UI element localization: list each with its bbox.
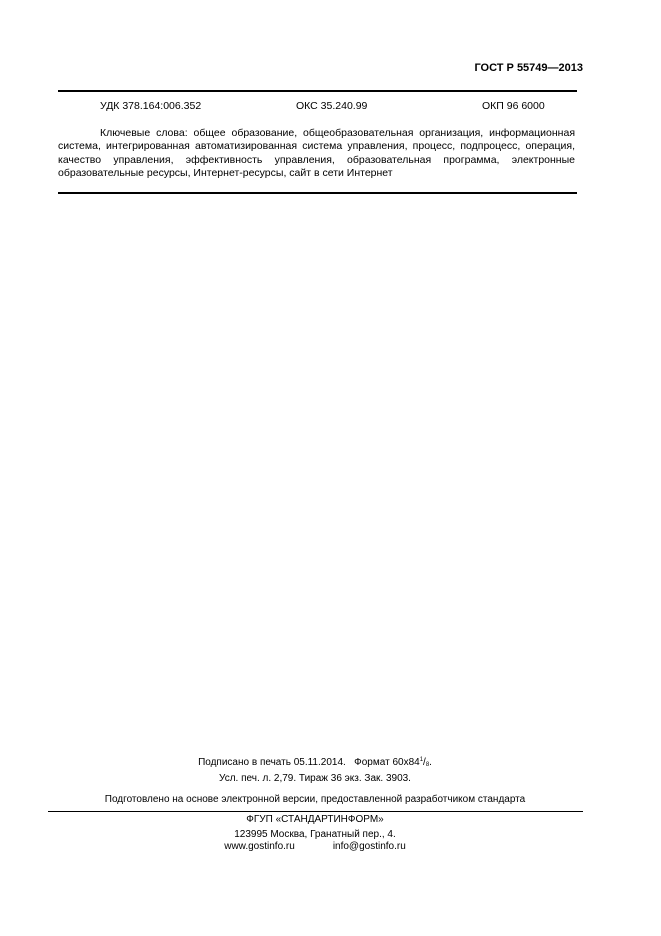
format-numerator: 1 xyxy=(419,757,424,763)
publisher-contacts xyxy=(150,829,480,853)
keywords-paragraph: Ключевые слова: общее образование, общеобразовательная организация, информационная система, интегрированная автоматизированная система управления, процесс, подпроцесс, операция, качество управления, эффективность управления, образовательная программа, электронные образовательные ресурсы, Интернет-ресурсы, сайт в сети Интернет xyxy=(58,127,575,179)
imprint-signed-line: Подписано в печать 05.11.2014. Формат $60х84^1/_8$. xyxy=(198,757,432,768)
format-suffix: . xyxy=(429,757,432,768)
format-denominator: 8 xyxy=(425,762,430,768)
imprint-block xyxy=(150,754,480,785)
top-divider xyxy=(58,90,577,92)
format-label: Формат 60х84 xyxy=(354,757,420,768)
document-number: ГОСТ Р 55749—2013 xyxy=(474,62,583,74)
okp-code: ОКП 96 6000 xyxy=(482,100,545,112)
signed-date: Подписано в печать 05.11.2014. xyxy=(198,757,346,768)
contacts-line xyxy=(150,841,480,853)
publisher-name: ФГУП «СТАНДАРТИНФОРМ» xyxy=(246,814,384,825)
oks-code: ОКС 35.240.99 xyxy=(296,100,368,112)
prepared-note: Подготовлено на основе электронной версии, предоставленной разработчиком стандарта xyxy=(104,794,526,805)
keywords-divider xyxy=(58,192,577,194)
email-link[interactable]: info@gostinfo.ru xyxy=(332,841,406,852)
udk-code: УДК 378.164:006.352 xyxy=(100,100,202,112)
print-info: Усл. печ. л. 2,79. Тираж 36 экз. Зак. 3903. xyxy=(219,773,411,784)
website-link[interactable]: www.gostinfo.ru xyxy=(224,841,295,852)
publisher-address: 123995 Москва, Гранатный пер., 4. xyxy=(234,829,396,840)
footer-divider xyxy=(48,811,583,812)
